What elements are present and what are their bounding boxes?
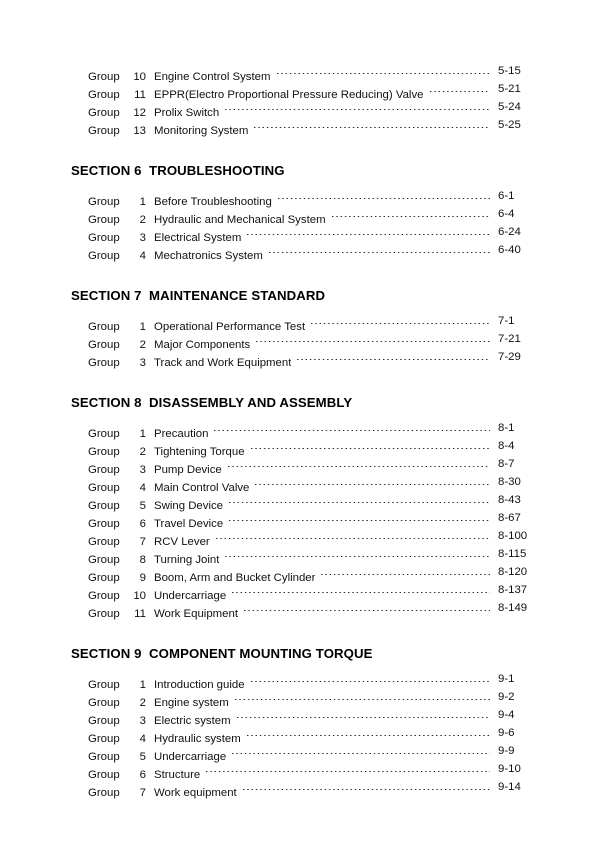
entry-page-number: 8-4 bbox=[498, 440, 515, 452]
entry-title: Track and Work Equipment bbox=[154, 357, 292, 369]
entry-title: Hydraulic and Mechanical System bbox=[154, 214, 326, 226]
entry-page-number: 8-115 bbox=[498, 548, 527, 560]
section-heading: SECTION 7 MAINTENANCE STANDARD bbox=[71, 288, 326, 303]
dot-leader bbox=[256, 330, 490, 348]
toc-entry[interactable] bbox=[0, 742, 600, 763]
entry-title: Turning Joint bbox=[154, 554, 220, 566]
dot-leader bbox=[311, 312, 490, 330]
toc-entry[interactable] bbox=[0, 241, 600, 262]
toc-entry[interactable] bbox=[0, 706, 600, 727]
entry-title: Electrical System bbox=[154, 232, 242, 244]
entry-title: Tightening Torque bbox=[154, 446, 245, 458]
entry-group-number: 8 bbox=[139, 554, 146, 566]
entry-title: Mechatronics System bbox=[154, 250, 263, 262]
entry-group-label: Group bbox=[88, 125, 120, 137]
entry-group-label: Group bbox=[88, 339, 120, 351]
entry-group-label: Group bbox=[88, 89, 120, 101]
entry-group-number: 6 bbox=[139, 769, 146, 781]
toc-entry-list bbox=[0, 419, 600, 620]
section-heading: SECTION 6 TROUBLESHOOTING bbox=[71, 163, 285, 178]
entry-title: Operational Performance Test bbox=[154, 321, 306, 333]
entry-group-number: 2 bbox=[139, 339, 146, 351]
section-heading: SECTION 9 COMPONENT MOUNTING TORQUE bbox=[71, 646, 373, 661]
entry-title: Engine Control System bbox=[154, 71, 271, 83]
dot-leader bbox=[247, 223, 490, 241]
toc-entry[interactable] bbox=[0, 473, 600, 494]
entry-group-label: Group bbox=[88, 107, 120, 119]
entry-title: Main Control Valve bbox=[154, 482, 250, 494]
entry-title: Before Troubleshooting bbox=[154, 196, 272, 208]
entry-title: Monitoring System bbox=[154, 125, 249, 137]
dot-leader bbox=[228, 455, 490, 473]
entry-group-label: Group bbox=[88, 482, 120, 494]
entry-page-number: 5-25 bbox=[498, 119, 521, 131]
toc-entry[interactable] bbox=[0, 223, 600, 244]
entry-group-label: Group bbox=[88, 214, 120, 226]
entry-group-number: 9 bbox=[139, 572, 146, 584]
entry-page-number: 9-10 bbox=[498, 763, 521, 775]
entry-page-number: 9-9 bbox=[498, 745, 515, 757]
entry-group-number: 6 bbox=[139, 518, 146, 530]
dot-leader bbox=[229, 491, 490, 509]
entry-group-number: 5 bbox=[139, 500, 146, 512]
entry-page-number: 5-24 bbox=[498, 101, 521, 113]
dot-leader bbox=[206, 760, 490, 778]
entry-page-number: 5-15 bbox=[498, 65, 521, 77]
toc-entry[interactable] bbox=[0, 760, 600, 781]
toc-entry-list bbox=[0, 312, 600, 369]
dot-leader bbox=[297, 348, 490, 366]
toc-entry-list bbox=[0, 187, 600, 262]
dot-leader bbox=[255, 473, 490, 491]
entry-group-label: Group bbox=[88, 321, 120, 333]
entry-group-number: 3 bbox=[139, 715, 146, 727]
entry-page-number: 8-7 bbox=[498, 458, 515, 470]
dot-leader bbox=[232, 581, 490, 599]
entry-group-number: 7 bbox=[139, 787, 146, 799]
toc-entry[interactable] bbox=[0, 80, 600, 101]
entry-group-number: 1 bbox=[139, 196, 146, 208]
entry-group-label: Group bbox=[88, 536, 120, 548]
entry-group-number: 13 bbox=[133, 125, 146, 137]
section-heading: SECTION 8 DISASSEMBLY AND ASSEMBLY bbox=[71, 395, 353, 410]
entry-group-number: 5 bbox=[139, 751, 146, 763]
toc-section-block bbox=[0, 617, 600, 799]
toc-entry[interactable] bbox=[0, 116, 600, 137]
entry-group-label: Group bbox=[88, 751, 120, 763]
entry-title: Work Equipment bbox=[154, 608, 238, 620]
entry-title: EPPR(Electro Proportional Pressure Reducing) Valve bbox=[154, 89, 424, 101]
toc-entry[interactable] bbox=[0, 599, 600, 620]
toc-entry[interactable] bbox=[0, 545, 600, 566]
dot-leader bbox=[235, 688, 490, 706]
entry-group-number: 4 bbox=[139, 733, 146, 745]
entry-title: Electric system bbox=[154, 715, 231, 727]
entry-title: Swing Device bbox=[154, 500, 224, 512]
entry-title: Pump Device bbox=[154, 464, 222, 476]
entry-group-number: 3 bbox=[139, 357, 146, 369]
entry-group-number: 11 bbox=[134, 608, 146, 620]
dot-leader bbox=[214, 419, 490, 437]
entry-group-number: 3 bbox=[139, 464, 146, 476]
toc-entry[interactable] bbox=[0, 563, 600, 584]
entry-group-label: Group bbox=[88, 787, 120, 799]
entry-group-label: Group bbox=[88, 715, 120, 727]
toc-entry[interactable] bbox=[0, 527, 600, 548]
entry-title: Travel Device bbox=[154, 518, 224, 530]
entry-page-number: 8-67 bbox=[498, 512, 521, 524]
toc-entry[interactable] bbox=[0, 581, 600, 602]
toc-entry[interactable] bbox=[0, 62, 600, 83]
entry-group-number: 12 bbox=[133, 107, 146, 119]
toc-entry[interactable] bbox=[0, 455, 600, 476]
entry-group-label: Group bbox=[88, 769, 120, 781]
dot-leader bbox=[251, 437, 490, 455]
entry-title: Undercarriage bbox=[154, 751, 227, 763]
entry-group-label: Group bbox=[88, 464, 120, 476]
entry-page-number: 9-6 bbox=[498, 727, 515, 739]
toc-entry[interactable] bbox=[0, 670, 600, 691]
entry-page-number: 9-14 bbox=[498, 781, 521, 793]
entry-group-label: Group bbox=[88, 446, 120, 458]
dot-leader bbox=[243, 778, 490, 796]
entry-group-number: 10 bbox=[133, 590, 146, 602]
entry-group-label: Group bbox=[88, 590, 120, 602]
entry-group-label: Group bbox=[88, 428, 120, 440]
entry-group-number: 2 bbox=[139, 697, 146, 709]
toc-entry[interactable] bbox=[0, 98, 600, 119]
toc-entry[interactable] bbox=[0, 688, 600, 709]
entry-page-number: 8-30 bbox=[498, 476, 521, 488]
entry-page-number: 6-24 bbox=[498, 226, 521, 238]
toc-section-block bbox=[0, 259, 600, 369]
entry-group-label: Group bbox=[88, 572, 120, 584]
dot-leader bbox=[269, 241, 490, 259]
dot-leader bbox=[232, 742, 490, 760]
entry-page-number: 7-21 bbox=[498, 333, 521, 345]
entry-page-number: 5-21 bbox=[498, 83, 521, 95]
entry-group-label: Group bbox=[88, 679, 120, 691]
toc-entry[interactable] bbox=[0, 348, 600, 369]
entry-page-number: 7-29 bbox=[498, 351, 521, 363]
entry-group-number: 1 bbox=[139, 679, 146, 691]
entry-title: Undercarriage bbox=[154, 590, 227, 602]
entry-group-label: Group bbox=[88, 500, 120, 512]
dot-leader bbox=[332, 205, 490, 223]
entry-group-label: Group bbox=[88, 697, 120, 709]
toc-section-block bbox=[0, 366, 600, 620]
dot-leader bbox=[247, 724, 490, 742]
entry-group-label: Group bbox=[88, 232, 120, 244]
entry-page-number: 7-1 bbox=[498, 315, 515, 327]
toc-entry-list bbox=[0, 62, 600, 137]
toc-entry[interactable] bbox=[0, 491, 600, 512]
entry-page-number: 6-4 bbox=[498, 208, 515, 220]
dot-leader bbox=[225, 545, 490, 563]
entry-group-label: Group bbox=[88, 608, 120, 620]
toc-entry[interactable] bbox=[0, 205, 600, 226]
entry-title: Introduction guide bbox=[154, 679, 245, 691]
entry-title: Engine system bbox=[154, 697, 229, 709]
entry-group-label: Group bbox=[88, 250, 120, 262]
entry-group-label: Group bbox=[88, 554, 120, 566]
toc-entry[interactable] bbox=[0, 419, 600, 440]
entry-group-number: 2 bbox=[139, 446, 146, 458]
dot-leader bbox=[277, 62, 491, 80]
entry-group-number: 7 bbox=[139, 536, 146, 548]
entry-group-number: 1 bbox=[139, 428, 146, 440]
dot-leader bbox=[430, 80, 491, 98]
entry-group-number: 3 bbox=[139, 232, 146, 244]
dot-leader bbox=[321, 563, 490, 581]
toc-entry[interactable] bbox=[0, 437, 600, 458]
toc-section-block bbox=[0, 0, 600, 137]
dot-leader bbox=[251, 670, 490, 688]
entry-group-label: Group bbox=[88, 71, 120, 83]
entry-page-number: 9-2 bbox=[498, 691, 515, 703]
toc-entry[interactable] bbox=[0, 724, 600, 745]
entry-group-number: 4 bbox=[139, 250, 146, 262]
dot-leader bbox=[225, 98, 490, 116]
entry-group-number: 4 bbox=[139, 482, 146, 494]
toc-entry[interactable] bbox=[0, 330, 600, 351]
entry-title: Structure bbox=[154, 769, 201, 781]
toc-entry[interactable] bbox=[0, 509, 600, 530]
entry-page-number: 8-120 bbox=[498, 566, 528, 578]
entry-title: RCV Lever bbox=[154, 536, 210, 548]
entry-title: Work equipment bbox=[154, 787, 237, 799]
dot-leader bbox=[278, 187, 490, 205]
toc-entry[interactable] bbox=[0, 312, 600, 333]
dot-leader bbox=[229, 509, 490, 527]
entry-group-number: 2 bbox=[139, 214, 146, 226]
entry-page-number: 8-100 bbox=[498, 530, 528, 542]
entry-title: Major Components bbox=[154, 339, 251, 351]
toc-entry[interactable] bbox=[0, 187, 600, 208]
entry-page-number: 8-137 bbox=[498, 584, 528, 596]
entry-page-number: 9-4 bbox=[498, 709, 515, 721]
dot-leader bbox=[254, 116, 490, 134]
toc-entry-list bbox=[0, 670, 600, 799]
entry-title: Hydraulic system bbox=[154, 733, 241, 745]
toc-entry[interactable] bbox=[0, 778, 600, 799]
entry-group-number: 11 bbox=[134, 89, 146, 101]
entry-page-number: 8-149 bbox=[498, 602, 528, 614]
entry-title: Precaution bbox=[154, 428, 209, 440]
entry-page-number: 6-40 bbox=[498, 244, 521, 256]
dot-leader bbox=[237, 706, 490, 724]
entry-group-number: 1 bbox=[139, 321, 146, 333]
dot-leader bbox=[216, 527, 490, 545]
entry-title: Prolix Switch bbox=[154, 107, 220, 119]
entry-group-label: Group bbox=[88, 196, 120, 208]
entry-page-number: 9-1 bbox=[498, 673, 515, 685]
entry-group-label: Group bbox=[88, 733, 120, 745]
entry-group-number: 10 bbox=[133, 71, 146, 83]
entry-title: Boom, Arm and Bucket Cylinder bbox=[154, 572, 316, 584]
entry-page-number: 8-43 bbox=[498, 494, 521, 506]
entry-page-number: 8-1 bbox=[498, 422, 515, 434]
dot-leader bbox=[244, 599, 490, 617]
toc-section-block bbox=[0, 134, 600, 262]
entry-group-label: Group bbox=[88, 357, 120, 369]
entry-group-label: Group bbox=[88, 518, 120, 530]
entry-page-number: 6-1 bbox=[498, 190, 515, 202]
